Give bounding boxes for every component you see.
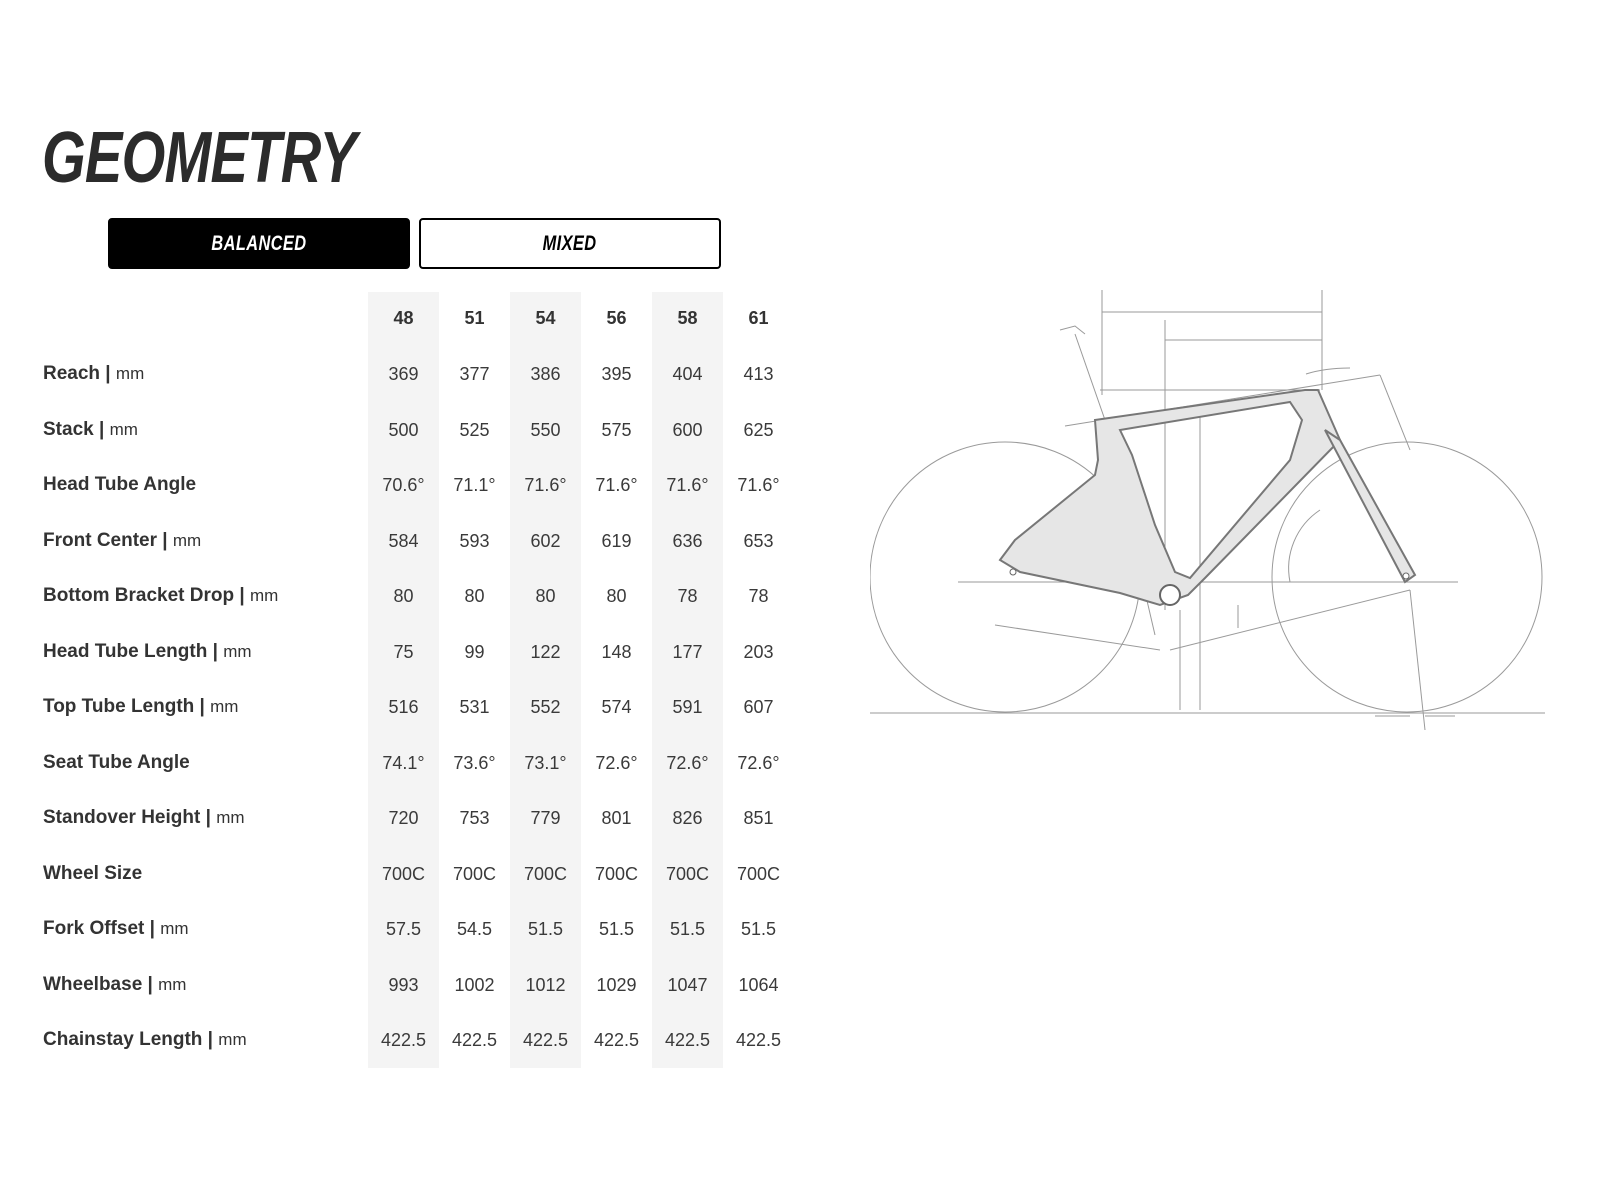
table-cell: 422.5 bbox=[380, 1030, 427, 1050]
table-cell: 422.5 bbox=[735, 1030, 782, 1050]
size-header: 56 bbox=[606, 308, 627, 328]
table-cell: 700C bbox=[381, 863, 426, 884]
row-label-unit: mm bbox=[223, 641, 252, 661]
tab-mixed-label: MIXED bbox=[543, 231, 597, 255]
tab-balanced[interactable] bbox=[108, 218, 410, 269]
table-cell: 700C bbox=[452, 863, 497, 884]
table-cell: 550 bbox=[530, 419, 561, 440]
table-cell: 80 bbox=[606, 586, 627, 606]
row-label-name: Front Center bbox=[43, 529, 157, 551]
size-header: 51 bbox=[464, 308, 485, 328]
table-cell: 413 bbox=[743, 364, 774, 384]
table-cell: 73.1° bbox=[524, 752, 567, 773]
row-label bbox=[43, 419, 138, 441]
table-cell: 516 bbox=[388, 697, 419, 717]
table-cell: 422.5 bbox=[451, 1030, 498, 1050]
table-cell: 552 bbox=[530, 697, 561, 717]
row-label-separator: | bbox=[100, 363, 116, 384]
row-label-separator: | bbox=[202, 1029, 219, 1050]
row-label bbox=[43, 1029, 247, 1051]
table-cell: 78 bbox=[677, 586, 698, 606]
table-cell: 72.6° bbox=[737, 752, 780, 773]
table-cell: 531 bbox=[459, 697, 490, 717]
table-cell: 177 bbox=[672, 641, 703, 662]
table-cell: 99 bbox=[464, 641, 485, 662]
table-cell: 51.5 bbox=[740, 919, 777, 939]
row-label-unit: mm bbox=[249, 586, 279, 605]
table-cell: 720 bbox=[388, 808, 419, 828]
row-label-separator: | bbox=[234, 585, 250, 606]
table-cell: 72.6° bbox=[595, 752, 638, 773]
table-cell: 700C bbox=[523, 863, 568, 884]
row-label bbox=[43, 585, 278, 607]
table-cell: 1029 bbox=[596, 974, 637, 995]
row-label-separator: | bbox=[200, 807, 217, 828]
table-cell: 593 bbox=[459, 530, 490, 551]
table-cell: 80 bbox=[464, 586, 485, 606]
table-cell: 51.5 bbox=[669, 919, 706, 939]
table-cell: 422.5 bbox=[593, 1030, 640, 1050]
row-label-name: Bottom Bracket Drop bbox=[43, 585, 235, 606]
table-cell: 993 bbox=[388, 974, 419, 995]
row-label-unit: mm bbox=[172, 530, 202, 550]
row-label bbox=[43, 918, 189, 940]
row-label-unit: mm bbox=[216, 808, 245, 827]
table-cell: 78 bbox=[748, 586, 769, 606]
table-cell: 369 bbox=[388, 364, 419, 384]
table-cell: 71.6° bbox=[737, 475, 780, 495]
table-cell: 80 bbox=[393, 586, 414, 606]
table-cell: 700C bbox=[736, 863, 781, 884]
table-cell: 625 bbox=[743, 419, 774, 440]
table-cell: 71.6° bbox=[666, 475, 709, 495]
table-cell: 851 bbox=[743, 808, 774, 828]
row-label bbox=[43, 474, 196, 496]
table-cell: 500 bbox=[388, 419, 419, 440]
table-cell: 779 bbox=[530, 808, 561, 828]
row-label-separator: | bbox=[207, 640, 224, 662]
row-label bbox=[43, 696, 238, 718]
table-cell: 575 bbox=[601, 419, 632, 440]
table-cell: 377 bbox=[459, 364, 490, 384]
tab-mixed[interactable] bbox=[419, 218, 721, 269]
table-cell: 122 bbox=[530, 641, 561, 662]
row-label-name: Stack bbox=[43, 418, 94, 440]
row-label-unit: mm bbox=[218, 1030, 247, 1049]
table-cell: 71.6° bbox=[524, 475, 567, 495]
table-cell: 71.1° bbox=[453, 475, 496, 495]
table-cell: 404 bbox=[672, 364, 703, 384]
row-label-unit: mm bbox=[109, 419, 138, 439]
bike-geometry-diagram bbox=[870, 290, 1560, 740]
table-cell: 1012 bbox=[525, 974, 566, 995]
table-cell: 51.5 bbox=[598, 919, 635, 939]
row-label bbox=[43, 863, 142, 885]
shaded-column bbox=[510, 292, 581, 1068]
table-cell: 1047 bbox=[667, 974, 708, 995]
row-label bbox=[43, 807, 245, 829]
table-cell: 51.5 bbox=[527, 919, 564, 939]
table-cell: 75 bbox=[393, 641, 414, 662]
table-cell: 636 bbox=[672, 530, 703, 551]
size-header: 58 bbox=[677, 308, 698, 328]
table-cell: 54.5 bbox=[456, 919, 493, 939]
row-label-name: Chainstay Length bbox=[43, 1029, 203, 1050]
table-cell: 72.6° bbox=[666, 752, 709, 773]
table-cell: 422.5 bbox=[664, 1030, 711, 1050]
table-cell: 574 bbox=[601, 697, 632, 717]
row-label-separator: | bbox=[93, 418, 110, 440]
table-cell: 753 bbox=[459, 808, 490, 828]
table-cell: 70.6° bbox=[382, 475, 425, 495]
shaded-column bbox=[652, 292, 723, 1068]
table-cell: 826 bbox=[672, 808, 703, 828]
table-cell: 80 bbox=[535, 586, 556, 606]
table-cell: 73.6° bbox=[453, 752, 496, 773]
row-label bbox=[43, 752, 190, 774]
table-cell: 584 bbox=[388, 530, 419, 551]
row-label-name: Wheelbase bbox=[43, 973, 143, 995]
row-label-name: Reach bbox=[43, 363, 101, 384]
table-cell: 1064 bbox=[738, 974, 779, 995]
row-label-separator: | bbox=[144, 918, 161, 939]
row-label-name: Wheel Size bbox=[43, 862, 143, 884]
table-cell: 1002 bbox=[454, 974, 495, 995]
table-cell: 57.5 bbox=[385, 919, 422, 939]
row-label-unit: mm bbox=[210, 697, 239, 716]
size-header: 48 bbox=[393, 308, 414, 328]
table-cell: 591 bbox=[672, 697, 703, 717]
table-cell: 607 bbox=[743, 697, 774, 717]
row-label-separator: | bbox=[194, 696, 211, 717]
table-cell: 74.1° bbox=[382, 752, 425, 773]
size-header: 54 bbox=[535, 308, 556, 328]
row-label-name: Seat Tube Angle bbox=[43, 751, 190, 773]
row-label bbox=[43, 641, 252, 663]
table-cell: 71.6° bbox=[595, 475, 638, 495]
row-label-separator: | bbox=[157, 529, 173, 551]
bottom-bracket bbox=[1160, 585, 1180, 605]
geometry-tabs bbox=[108, 218, 728, 269]
row-label bbox=[43, 530, 201, 552]
shaded-column bbox=[368, 292, 439, 1068]
row-label-separator: | bbox=[142, 973, 159, 995]
row-label-unit: mm bbox=[158, 974, 187, 994]
page-title: GEOMETRY bbox=[42, 118, 357, 198]
row-label-name: Standover Height bbox=[43, 807, 201, 828]
table-cell: 525 bbox=[459, 419, 490, 440]
table-cell: 653 bbox=[743, 530, 774, 551]
table-cell: 801 bbox=[601, 808, 632, 828]
row-label-name: Head Tube Length bbox=[43, 640, 208, 662]
row-label bbox=[43, 974, 186, 996]
bike-fork bbox=[1325, 430, 1415, 582]
table-cell: 602 bbox=[530, 530, 561, 551]
row-label-unit: mm bbox=[115, 364, 145, 383]
row-label-unit: mm bbox=[160, 919, 189, 938]
tab-balanced-label: BALANCED bbox=[211, 231, 307, 255]
table-cell: 600 bbox=[672, 419, 703, 440]
table-cell: 386 bbox=[530, 364, 561, 384]
size-header: 61 bbox=[748, 308, 769, 328]
row-label-name: Top Tube Length bbox=[43, 696, 195, 717]
table-cell: 148 bbox=[601, 641, 632, 662]
row-label-name: Head Tube Angle bbox=[43, 474, 197, 495]
row-label bbox=[43, 363, 144, 385]
table-cell: 700C bbox=[665, 863, 710, 884]
table-cell: 203 bbox=[743, 641, 774, 662]
table-cell: 422.5 bbox=[522, 1030, 569, 1050]
table-cell: 395 bbox=[601, 364, 632, 384]
table-cell: 619 bbox=[601, 530, 632, 551]
row-label-name: Fork Offset bbox=[43, 918, 145, 939]
table-cell: 700C bbox=[594, 863, 639, 884]
